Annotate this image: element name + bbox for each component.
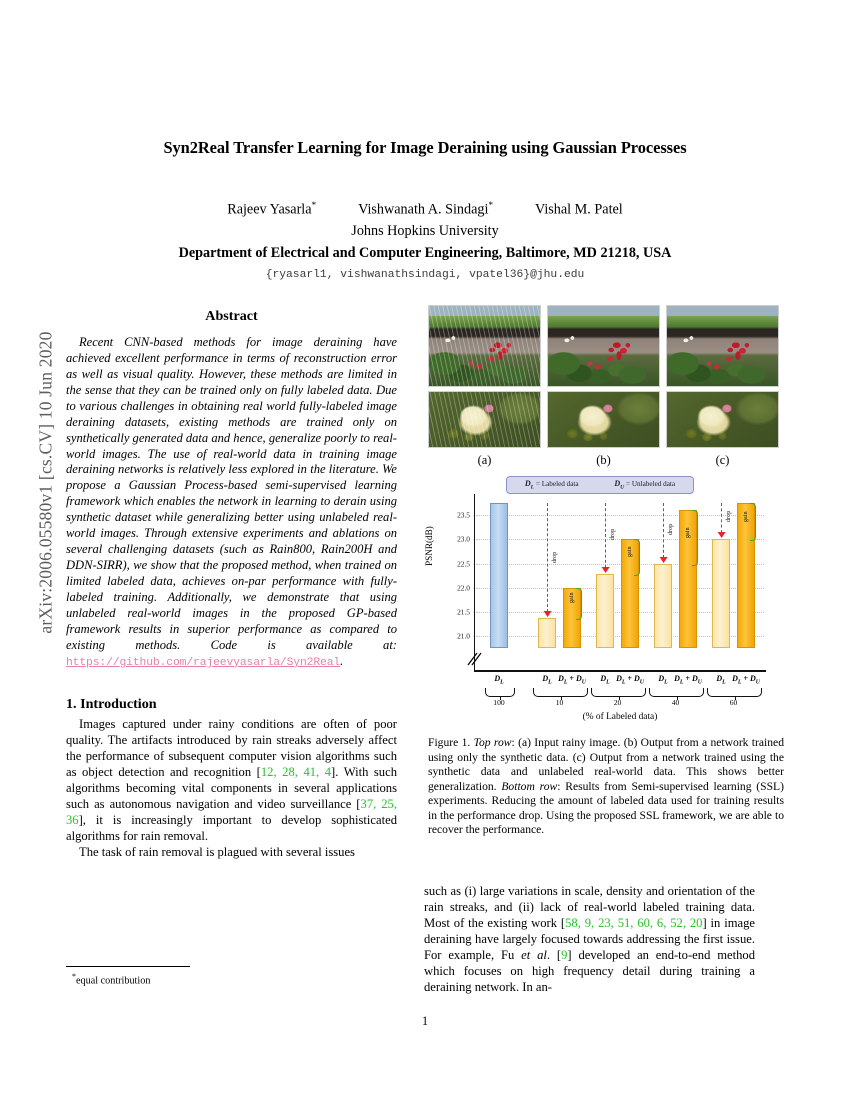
chart-y-tick-label: 22.0 (457, 583, 470, 593)
chart-group-brace (533, 688, 588, 697)
chart-drop-label: drop (726, 510, 732, 523)
psnr-bar-chart (424, 474, 784, 722)
chart-x-tick-label: $D_L + D_U$ (616, 674, 644, 686)
chart-y-tick-label: 23.0 (457, 534, 470, 544)
chart-legend (506, 476, 694, 494)
chart-group-percent: 100 (493, 698, 505, 707)
chart-group-percent: 40 (671, 698, 680, 707)
chart-bar (654, 564, 672, 648)
chart-gain-label: gain (627, 546, 633, 558)
subcaption-row (428, 453, 784, 468)
chart-legend-entry-1: $D_U$ = Unlabeled data (614, 479, 676, 491)
authors-row (66, 200, 784, 219)
chart-drop-line (721, 503, 722, 533)
chart-y-axis-label: PSNR(dB) (424, 526, 434, 566)
chart-drop-arrow-icon (602, 567, 610, 573)
subcaption-b: (b) (596, 453, 611, 467)
right-column-paragraph: such as (i) large variations in scale, density and orientation of the rain streaks, and (ii) lack of real-world labeled training data. Most of the existing work [58, 9, 23, 51, 60, 6, 52, 20] in image deraining have largely focused towards addressing the first issue. For example, Fu et al. [9] developed an end-to-end method which focuses on high frequency detail during training a deraining network. In an- (424, 884, 756, 994)
right-column-text (424, 884, 755, 995)
chart-x-tick-label: $D_L$ (658, 674, 668, 686)
photo-derained-garden-synthetic (547, 305, 660, 387)
intro-paragraph-2: The task of rain removal is plagued with several issues (79, 844, 355, 859)
section-heading-introduction: 1. Introduction (66, 696, 157, 713)
footnote (72, 972, 150, 986)
chart-legend-entry-0: $D_L$ = Labeled data (524, 479, 579, 491)
arxiv-stamp: arXiv:2006.05580v1 [cs.CV] 10 Jun 2020 (35, 331, 56, 634)
intro-paragraph-1: Images captured under rainy conditions are often of poor quality. The artifacts introduced by rain streaks adversely affect the performance of subsequent computer vision algorithms such as object detection and recognition [12, 28, 41, 4]. With such algorithms becoming vital components in several applications such as autonomous navigation and video surveillance [37, 25, 36], it is increasingly important to develop sophisticated algorithms for rain removal. (66, 717, 397, 843)
footnote-rule (66, 966, 190, 967)
author-name: Vishal M. Patel (534, 201, 623, 218)
abstract-heading: Abstract (205, 308, 258, 324)
figure-1 (424, 305, 784, 838)
chart-gain-bracket (750, 503, 756, 541)
chart-gain-bracket (576, 588, 582, 620)
abstract-body (66, 335, 397, 671)
chart-x-axis (474, 670, 766, 672)
chart-x-tick-label: $D_L$ (542, 674, 552, 686)
chart-group-brace (485, 688, 515, 697)
chart-drop-line (605, 503, 606, 568)
abstract-text-tail: . (340, 653, 344, 668)
page-number: 1 (421, 1014, 429, 1028)
chart-bar (596, 574, 614, 648)
author-name: Rajeev Yasarla (227, 201, 312, 218)
author-2 (535, 200, 623, 219)
chart-gain-bracket (634, 539, 640, 576)
image-grid (428, 305, 784, 448)
chart-gain-label: gain (685, 527, 691, 538)
page-title: Syn2Real Transfer Learning for Image Deraining using Gaussian Processes (163, 138, 687, 157)
chart-x-tick-label: $D_L + D_U$ (732, 674, 760, 686)
photo-derained-rose-ssl (666, 391, 779, 448)
chart-gain-label: gain (569, 592, 575, 604)
affiliation-university: Johns Hopkins University (351, 223, 499, 240)
axis-break-icon (466, 650, 484, 668)
chart-x-axis-label: (% of Labeled data) (582, 712, 658, 722)
chart-group-brace (707, 688, 762, 697)
chart-y-tick-label: 23.5 (457, 510, 470, 520)
chart-y-tick-label: 21.0 (457, 631, 470, 641)
chart-x-tick-label: $D_L + D_U$ (674, 674, 702, 686)
chart-x-tick-label: $D_L + D_U$ (558, 674, 586, 686)
footnote-label: equal contribution (76, 975, 151, 987)
photo-derained-rose-synthetic (547, 391, 660, 448)
chart-group-percent: 20 (613, 698, 622, 707)
chart-drop-arrow-icon (718, 532, 726, 538)
chart-group-percent: 10 (555, 698, 564, 707)
chart-gain-label: gain (743, 511, 749, 523)
subcaption-c: (c) (715, 453, 730, 467)
left-column (66, 308, 397, 861)
photo-rainy-garden (428, 305, 541, 387)
chart-bar (490, 503, 508, 648)
chart-bar (538, 618, 556, 648)
chart-x-tick-label: $D_L$ (494, 674, 504, 686)
code-url-link[interactable]: https://github.com/rajeevyasarla/Syn2Real (66, 656, 341, 669)
chart-y-tick-label: 22.5 (457, 559, 470, 569)
photo-rainy-rose (428, 391, 541, 448)
chart-x-tick-label: $D_L$ (716, 674, 726, 686)
chart-group-brace (591, 688, 646, 697)
chart-drop-line (547, 503, 548, 611)
author-1 (358, 200, 493, 219)
abstract-text: Recent CNN-based methods for image deraining have achieved excellent performance in terms of reconstruction error as well as visual quality. However, these methods are limited in the sense that they can be trained only on fully labeled data. Due to various challenges in obtaining real world fully-labeled image deraining datasets, existing methods are trained only on synthetically generated data and hence, generalize poorly to real-world images. The use of real-world data in training image deraining networks is relatively less explored in the literature. We propose a Gaussian Process-based semi-supervised learning framework which enables the network in learning to derain using synthetic dataset while generalizing better using unlabeled real-world images. Through extensive experiments and ablations on several challenging datasets (such as Rain800, Rain200H and DDN-SIRR), we show that the proposed method, when trained on limited labeled data, achieves on-par performance with fully-labeled training. Additionally, we demonstrate that using unlabeled real-world images in the proposed GP-based framework results in superior performance as compared to existing methods. Code is available at: (66, 334, 397, 652)
subcaption-a: (a) (477, 453, 492, 467)
footnote-marker: * (72, 972, 76, 981)
chart-drop-label: drop (668, 523, 674, 535)
chart-y-tick-label: 21.5 (457, 607, 470, 617)
author-name: Vishwanath A. Sindagi (358, 201, 489, 218)
figure-caption: Figure 1. Top row: (a) Input rainy image. (b) Output from a network trained using only the synthetic data. (c) Output from a network trained using the synthetic data and unlabeled real-world data. This shows better generalization. Bottom row: Results from Semi-supervised learning (SSL) experiments. Reducing the amount of labeled data used for training results in the performance drop. Using the proposed SSL framework, we are able to recover the performance. (428, 736, 784, 837)
chart-drop-label: drop (610, 528, 616, 541)
author-emails: {ryasarl1, vishwanathsindagi, vpatel36}@jhu.edu (265, 269, 585, 282)
chart-bar (712, 539, 730, 648)
author-marker: * (311, 199, 317, 210)
author-0 (227, 200, 316, 219)
photo-derained-garden-ssl (666, 305, 779, 387)
chart-drop-arrow-icon (544, 611, 552, 617)
chart-gain-bracket (692, 510, 698, 566)
chart-drop-line (663, 503, 664, 557)
affiliation-department: Department of Electrical and Computer Engineering, Baltimore, MD 21218, USA (178, 245, 672, 262)
chart-drop-label: drop (552, 551, 558, 563)
chart-y-axis (474, 494, 475, 670)
chart-group-percent: 60 (729, 698, 738, 707)
title-block (66, 138, 784, 281)
chart-x-tick-label: $D_L$ (600, 674, 610, 686)
chart-drop-arrow-icon (660, 557, 668, 563)
author-marker: * (488, 199, 493, 210)
chart-group-brace (649, 688, 704, 697)
